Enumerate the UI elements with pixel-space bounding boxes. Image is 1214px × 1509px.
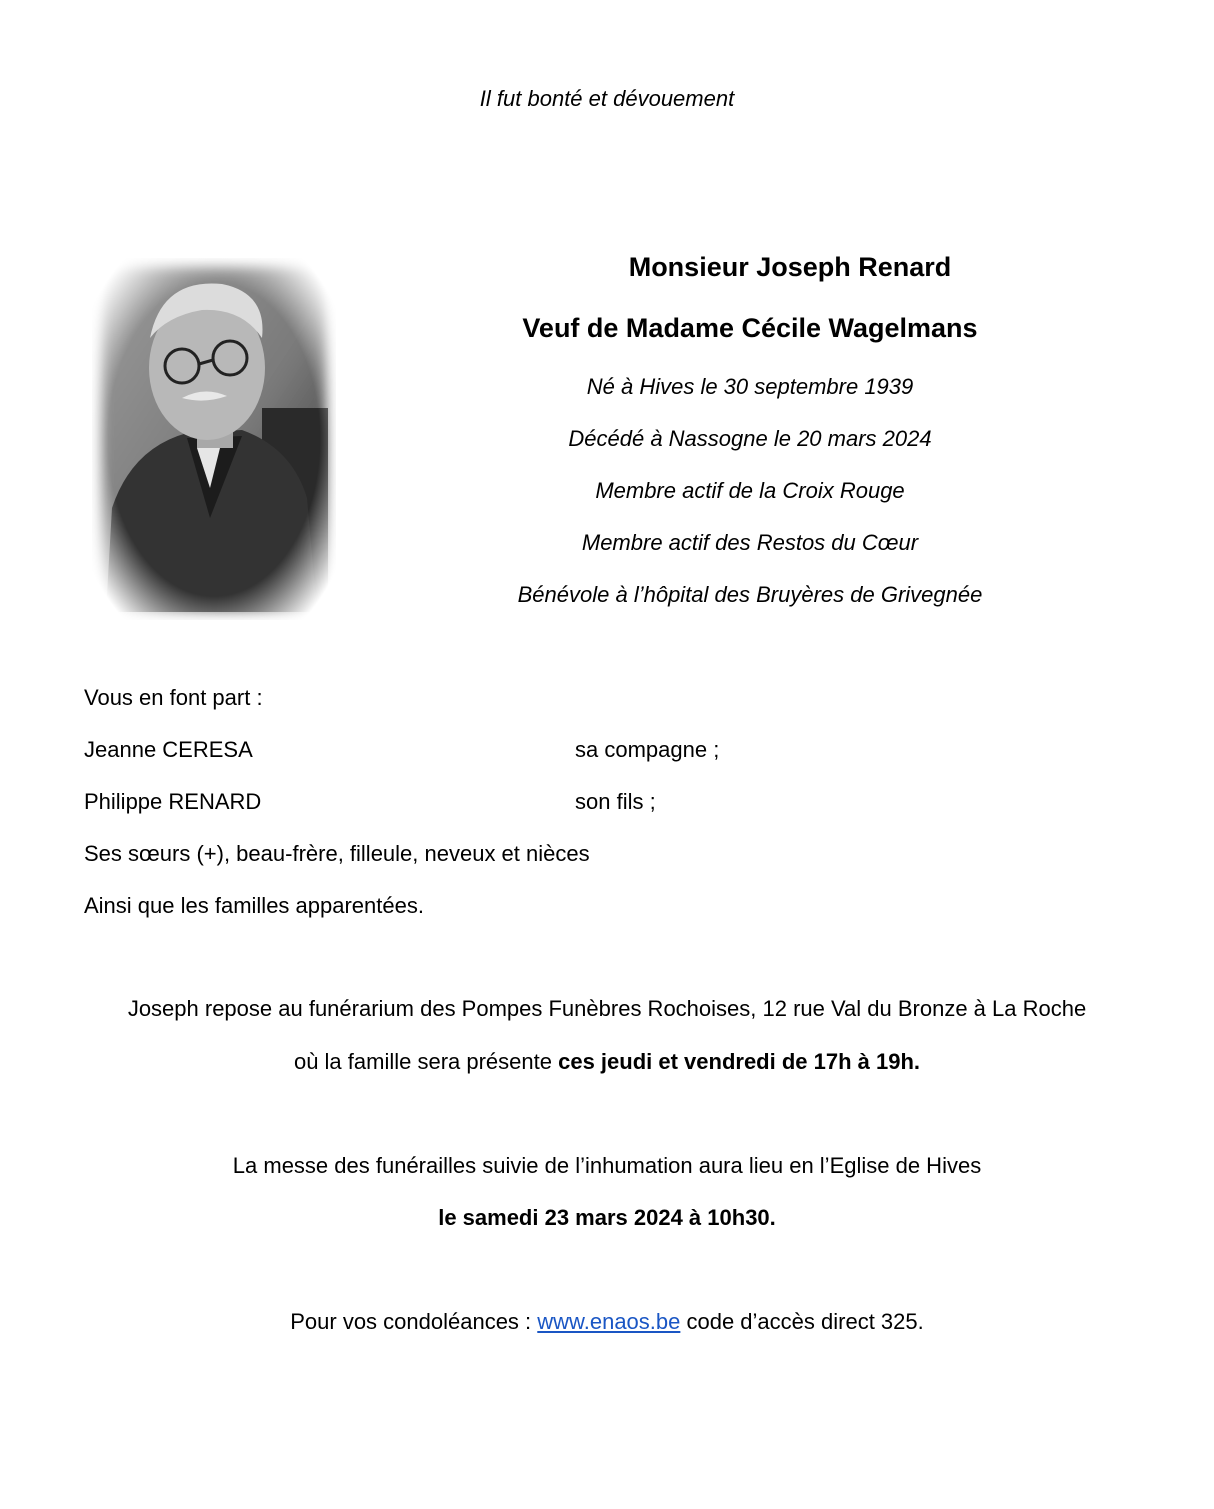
condolences-prefix: Pour vos condoléances : <box>290 1309 538 1334</box>
portrait-photo <box>92 258 336 620</box>
relative-relation: sa compagne ; <box>575 737 720 762</box>
announce-families: Ainsi que les familles apparentées. <box>84 893 424 918</box>
visiting-prefix: où la famille sera présente <box>293 1049 559 1074</box>
relative-name: Philippe RENARD <box>84 789 262 814</box>
condolences-suffix: code d’accès direct 325. <box>680 1309 924 1334</box>
visiting-hours-line <box>0 1049 1214 1075</box>
mass-date-text: le samedi 23 mars 2024 à 10h30. <box>438 1205 776 1230</box>
mass-date <box>0 1205 1214 1231</box>
funerarium-line: Joseph repose au funérarium des Pompes Funèbres Rochoises, 12 rue Val du Bronze à La Roche <box>127 996 1087 1021</box>
relative-name: Jeanne CERESA <box>84 737 253 762</box>
motto: Il fut bonté et dévouement <box>479 86 735 111</box>
info-death: Décédé à Nassogne le 20 mars 2024 <box>568 426 932 451</box>
announce-others: Ses sœurs (+), beau-frère, filleule, neveux et nièces <box>84 841 590 866</box>
info-volunteer: Bénévole à l’hôpital des Bruyères de Grivegnée <box>517 582 983 607</box>
condolences-link[interactable]: www.enaos.be <box>537 1309 681 1334</box>
relative-relation: son fils ; <box>575 789 656 814</box>
mass-line: La messe des funérailles suivie de l’inhumation aura lieu en l’Eglise de Hives <box>232 1153 982 1178</box>
visiting-hours: ces jeudi et vendredi de 17h à 19h. <box>558 1049 921 1074</box>
info-birth: Né à Hives le 30 septembre 1939 <box>586 374 914 399</box>
deceased-name: Monsieur Joseph Renard <box>628 252 952 282</box>
widow-line: Veuf de Madame Cécile Wagelmans <box>522 313 978 343</box>
info-red-cross: Membre actif de la Croix Rouge <box>595 478 905 503</box>
info-restos: Membre actif des Restos du Cœur <box>581 530 919 555</box>
condolences-line <box>0 1309 1214 1335</box>
announce-intro: Vous en font part : <box>84 685 263 710</box>
